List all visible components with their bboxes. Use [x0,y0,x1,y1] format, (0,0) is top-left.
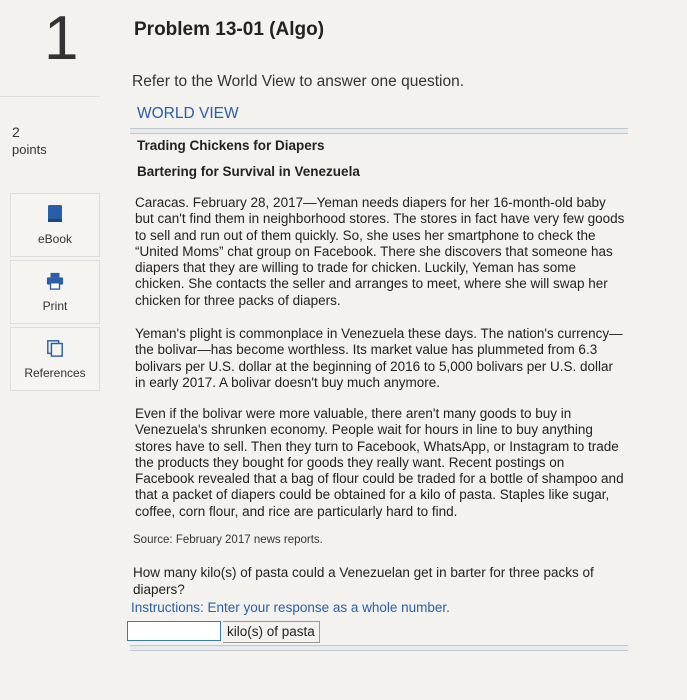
points-value: 2 [12,124,20,140]
article-paragraph: Caracas. February 28, 2017—Yeman needs diapers for her 16-month-old baby but can't find them in neighborhood stores. The stores in fact have very few goods to sell and run out of them quickly. So, she uses her smartphone to check the “United Moms” chat group on Facebook. There she discovers that someone has diapers that they are willing to trade for chicken. Luckily, Yeman has some chicken. She contacts the seller and arranges to meet, where she will swap her chicken for three packs of diapers. [135,195,625,308]
article-paragraph: Even if the bolivar were more valuable, there aren't many goods to buy in Venezuela's shrunken economy. People wait for hours in line to buy anything stores have to sell. Then they turn to Facebook, WhatsApp, or Instagram to trade the products they bought for goods they really want. Recent postings on Facebook revealed that a bag of flour could be traded for a bottle of shampoo and that a packet of diapers could be obtained for a kilo of pasta. Staples like sugar, coffee, corn flour, and rice are particularly hard to find. [135,406,624,519]
answer-input[interactable] [127,621,221,641]
article-paragraph: Yeman's plight is commonplace in Venezuela these days. The nation's currency—the bolivar—has become worthless. Its market value has plummeted from 6.3 bolivars per U.S. dollar at the beginning of 2016 to 5,000 bolivars per U.S. dollar in early 2017. A bolivar doesn't buy much anymore. [135,326,623,390]
question-number: 1 [44,4,79,73]
article-title: Trading Chickens for Diapers [137,138,325,153]
world-view-label: WORLD VIEW [137,105,239,122]
intro-text: Refer to the World View to answer one question. [132,73,465,90]
question-sidebar [0,0,100,700]
ebook-label: eBook [37,232,73,246]
problem-title: Problem 13-01 (Algo) [134,19,325,40]
print-button[interactable] [10,260,100,324]
sidebar-divider [0,96,100,97]
ebook-icon [46,204,64,224]
world-view-divider [130,128,628,134]
print-label: Print [42,299,68,313]
printer-icon [46,271,64,291]
bottom-divider [130,645,628,651]
references-label: References [24,366,86,380]
answer-unit-label: kilo(s) of pasta [223,621,320,643]
question-text: How many kilo(s) of pasta could a Venezuelan get in barter for three packs of diapers? [133,565,594,597]
article-subtitle: Bartering for Survival in Venezuela [137,164,360,179]
points-label: points [12,142,47,157]
source-note: Source: February 2017 news reports. [133,534,323,546]
references-button[interactable] [10,327,100,391]
references-icon [46,338,64,358]
instructions-text: Instructions: Enter your response as a whole number. [131,600,450,615]
ebook-button[interactable] [10,193,100,257]
